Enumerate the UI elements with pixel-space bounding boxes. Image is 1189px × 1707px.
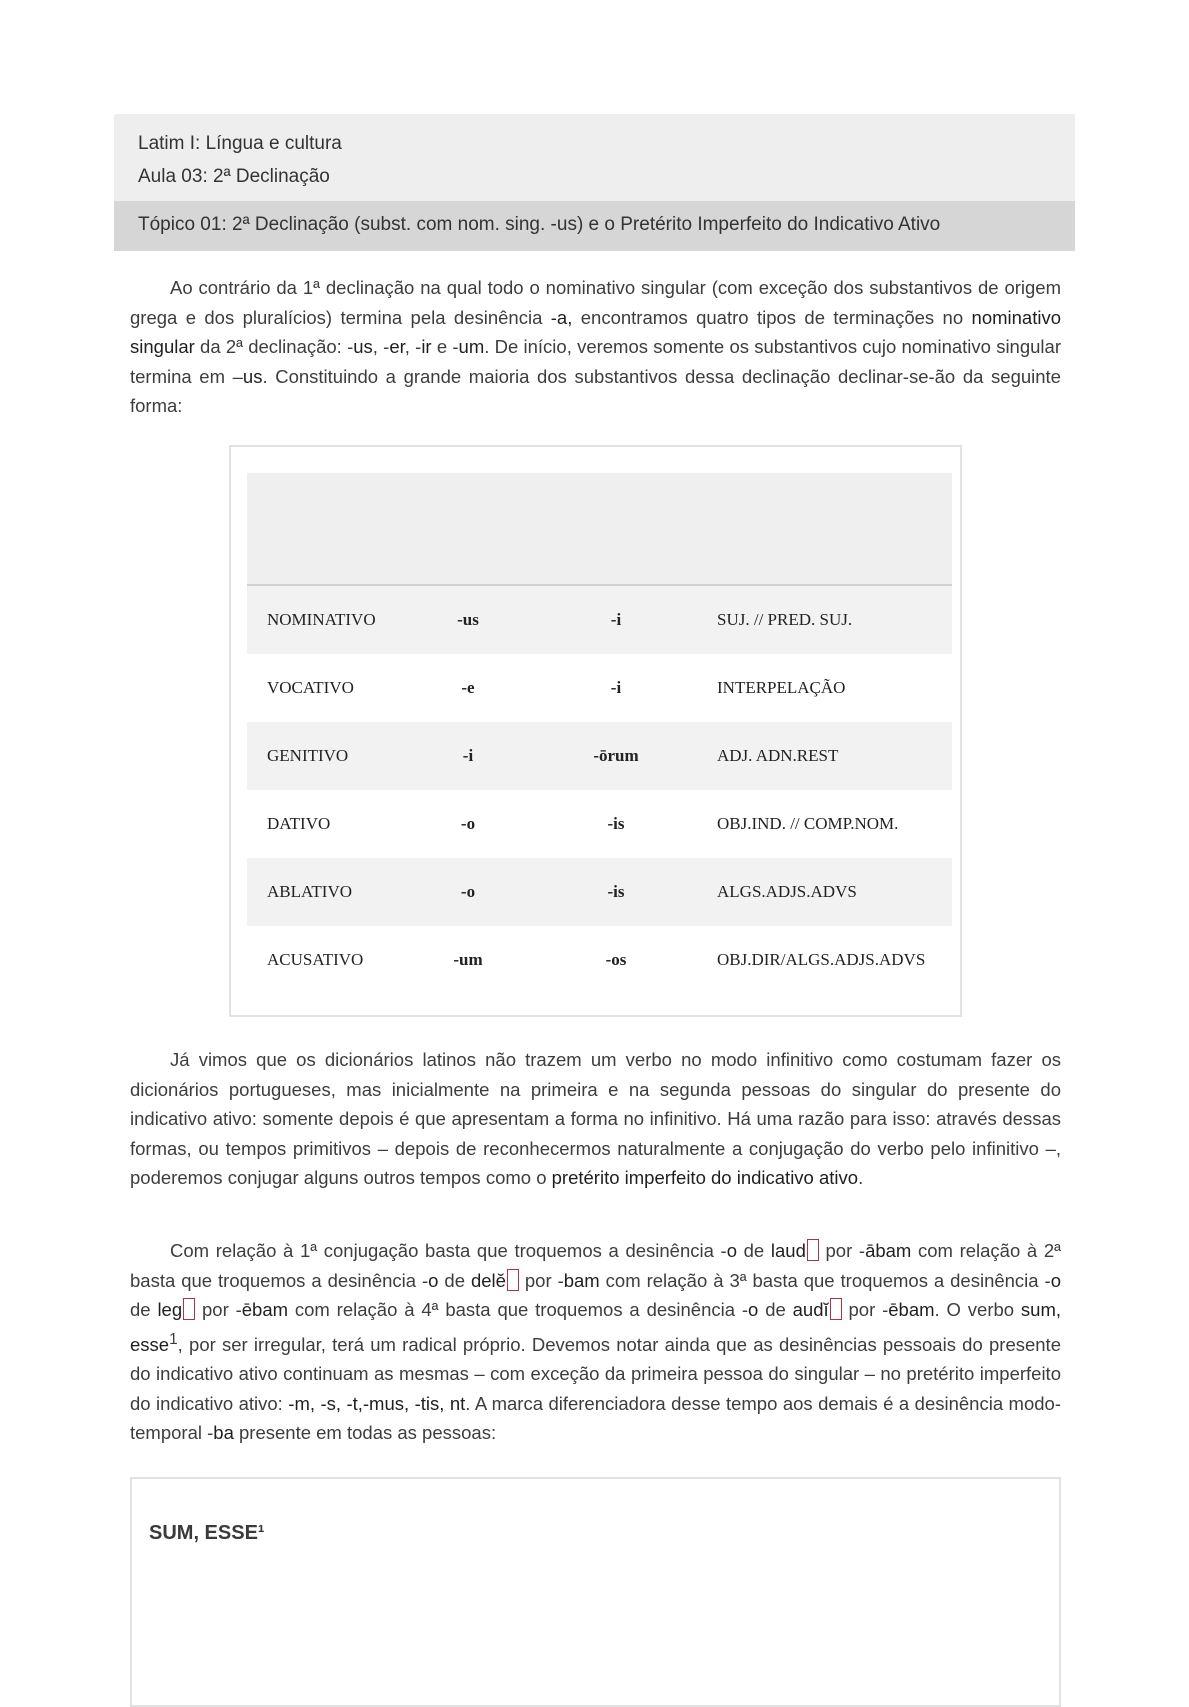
case-cell: DATIVO bbox=[267, 814, 331, 833]
missing-glyph-icon bbox=[507, 1269, 519, 1291]
case-cell: GENITIVO bbox=[267, 746, 349, 765]
singular-cell: -o bbox=[460, 814, 476, 833]
topic-title: Tópico 01: 2ª Declinação (subst. com nom. sing. -us) e o Pretérito Imperfeito do Indicativo Ativo bbox=[114, 201, 1075, 251]
course-title: Latim I: Língua e cultura bbox=[138, 133, 342, 154]
table-row bbox=[247, 926, 952, 994]
paragraph-intro: Ao contrário da 1ª declinação na qual todo o nominativo singular (com exceção dos substantivos de origem grega e dos pluralícios) termina pela desinência -a, encontramos quatro tipos de terminações no nominativo singular da 2ª declinação: -us, -er, -ir e -um. De início, veremos somente os substantivos cujo nominativo singular termina em –us. Constituindo a grande maioria dos substantivos dessa declinação declinar-se-ão da seguinte forma: bbox=[130, 277, 1061, 416]
function-cell: OBJ.DIR/ALGS.ADJS.ADVS bbox=[717, 950, 926, 969]
table-row bbox=[247, 858, 952, 926]
singular-cell: -i bbox=[462, 746, 474, 765]
paragraph-conjugation: Com relação à 1ª conjugação basta que troquemos a desinência -o de laud por -ābam com relação à 2ª basta que troquemos a desinência -o de delĕ por -bam com relação à 3ª basta que troquemos a desinência -o de leg por -ēbam com relação à 4ª basta que troquemos a desinência -o de audĭ por -ēbam. O verbo sum, esse$^1$, por ser irregular, terá um radical próprio. Devemos notar ainda que as desinências pessoais do presente do indicativo ativo continuam as mesmas – com exceção da primeira pessoa do singular – no pretérito imperfeito do indicativo ativo: -m, -s, -t,-mus, -tis, nt. A marca diferenciadora desse tempo aos demais é a desinência modo-temporal -ba presente em todas as pessoas: bbox=[130, 1240, 1062, 1444]
declension-table bbox=[229, 445, 962, 1017]
sum-esse-card bbox=[130, 1477, 1061, 1707]
missing-glyph-icon bbox=[183, 1298, 195, 1320]
plural-cell: -is bbox=[607, 882, 625, 901]
plural-cell: -ōrum bbox=[593, 746, 639, 765]
singular-cell: -o bbox=[460, 882, 476, 901]
table-row bbox=[247, 586, 952, 654]
function-cell: ADJ. ADN.REST bbox=[717, 746, 839, 765]
function-cell: SUJ. // PRED. SUJ. bbox=[717, 610, 853, 629]
singular-cell: -um bbox=[453, 950, 483, 969]
plural-cell: -os bbox=[605, 950, 627, 969]
lesson-header bbox=[114, 114, 1075, 251]
missing-glyph-icon bbox=[807, 1239, 819, 1261]
table-row bbox=[247, 790, 952, 858]
table-header bbox=[247, 473, 952, 586]
paragraph-dictionaries: Já vimos que os dicionários latinos não trazem um verbo no modo infinitivo como costumam fazer os dicionários portugueses, mas inicialmente na primeira e na segunda pessoas do singular do presente do indicativo ativo: somente depois é que apresentam a forma no infinitivo. Há uma razão para isso: através dessas formas, ou tempos primitivos – depois de reconhecermos naturalmente a conjugação do verbo pelo infinitivo –, poderemos conjugar alguns outros tempos como o pretérito imperfeito do indicativo ativo. bbox=[130, 1049, 1061, 1188]
table-row bbox=[247, 722, 952, 790]
case-cell: ACUSATIVO bbox=[267, 950, 364, 969]
singular-cell: -us bbox=[457, 610, 479, 629]
function-cell: INTERPELAÇÃO bbox=[717, 678, 846, 697]
case-cell: VOCATIVO bbox=[267, 678, 354, 697]
plural-cell: -i bbox=[610, 610, 622, 629]
case-cell: NOMINATIVO bbox=[267, 610, 376, 629]
singular-cell: -e bbox=[461, 678, 475, 697]
course-info bbox=[114, 114, 1075, 193]
table-row bbox=[247, 654, 952, 722]
missing-glyph-icon bbox=[830, 1298, 842, 1320]
function-cell: OBJ.IND. // COMP.NOM. bbox=[717, 814, 899, 833]
sum-esse-title: SUM, ESSE¹ bbox=[149, 1522, 265, 1544]
footnote-ref[interactable]: 1 bbox=[169, 1330, 178, 1348]
plural-cell: -is bbox=[607, 814, 625, 833]
case-cell: ABLATIVO bbox=[267, 882, 352, 901]
function-cell: ALGS.ADJS.ADVS bbox=[717, 882, 857, 901]
lesson-title: Aula 03: 2ª Declinação bbox=[138, 166, 330, 187]
plural-cell: -i bbox=[610, 678, 622, 697]
